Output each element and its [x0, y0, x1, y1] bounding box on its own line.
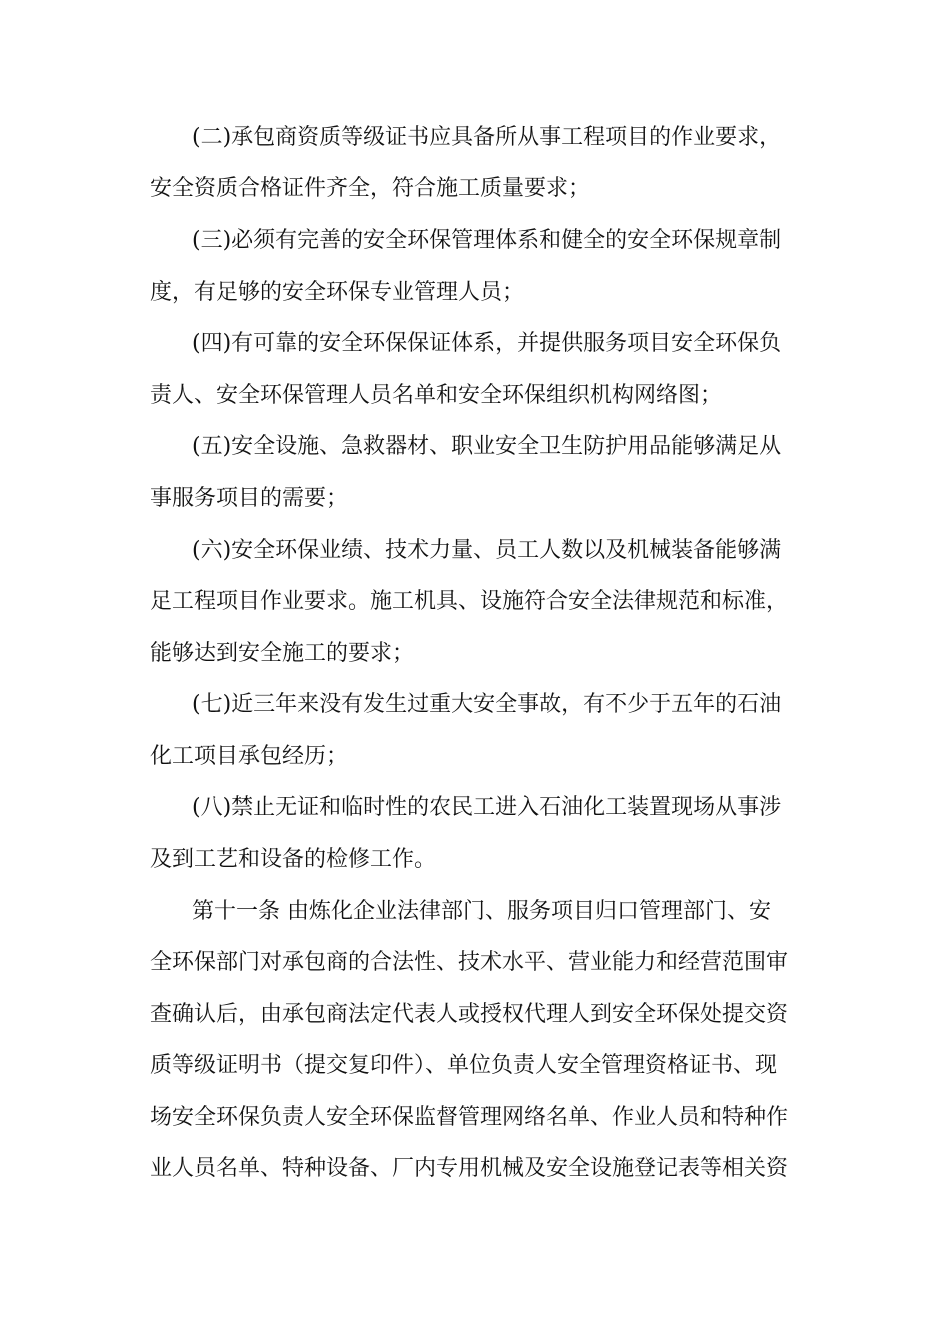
paragraph-line: 事服务项目的需要； — [150, 486, 349, 511]
paragraph-line: (五)安全设施、急救器材、职业安全卫生防护用品能够满足从 — [192, 434, 782, 459]
paragraph-line: 质等级证明书（提交复印件）、单位负责人安全管理资格证书、现 — [150, 1053, 778, 1078]
paragraph-line: 业人员名单、特种设备、厂内专用机械及安全设施登记表等相关资 — [150, 1156, 789, 1181]
paragraph-line: (三)必须有完善的安全环保管理体系和健全的安全环保规章制 — [192, 228, 782, 253]
paragraph-line: 度，有足够的安全环保专业管理人员； — [150, 280, 525, 305]
paragraph-line: (六)安全环保业绩、技术力量、员工人数以及机械装备能够满 — [192, 538, 782, 563]
paragraph-line: 查确认后，由承包商法定代表人或授权代理人到安全环保处提交资 — [150, 1002, 789, 1027]
paragraph-line: 全环保部门对承包商的合法性、技术水平、营业能力和经营范围审 — [150, 950, 789, 975]
paragraph-line: 场安全环保负责人安全环保监督管理网络名单、作业人员和特种作 — [150, 1105, 789, 1130]
paragraph-line: 第十一条 由炼化企业法律部门、服务项目归口管理部门、安 — [192, 899, 771, 924]
paragraph-line: 足工程项目作业要求。施工机具、设施符合安全法律规范和标准， — [150, 589, 789, 614]
paragraph-line: 安全资质合格证件齐全，符合施工质量要求； — [150, 176, 591, 201]
paragraph-line: 责人、安全环保管理人员名单和安全环保组织机构网络图； — [150, 383, 723, 408]
paragraph-line: (七)近三年来没有发生过重大安全事故，有不少于五年的石油 — [192, 692, 782, 717]
paragraph-line: 化工项目承包经历； — [150, 744, 349, 769]
paragraph-line: 及到工艺和设备的检修工作。 — [150, 847, 437, 872]
paragraph-line: (四)有可靠的安全环保保证体系，并提供服务项目安全环保负 — [192, 331, 782, 356]
paragraph-line: 能够达到安全施工的要求； — [150, 641, 415, 666]
paragraph-line: (二)承包商资质等级证书应具备所从事工程项目的作业要求， — [192, 125, 782, 150]
paragraph-line: (八)禁止无证和临时性的农民工进入石油化工装置现场从事涉 — [192, 795, 782, 820]
